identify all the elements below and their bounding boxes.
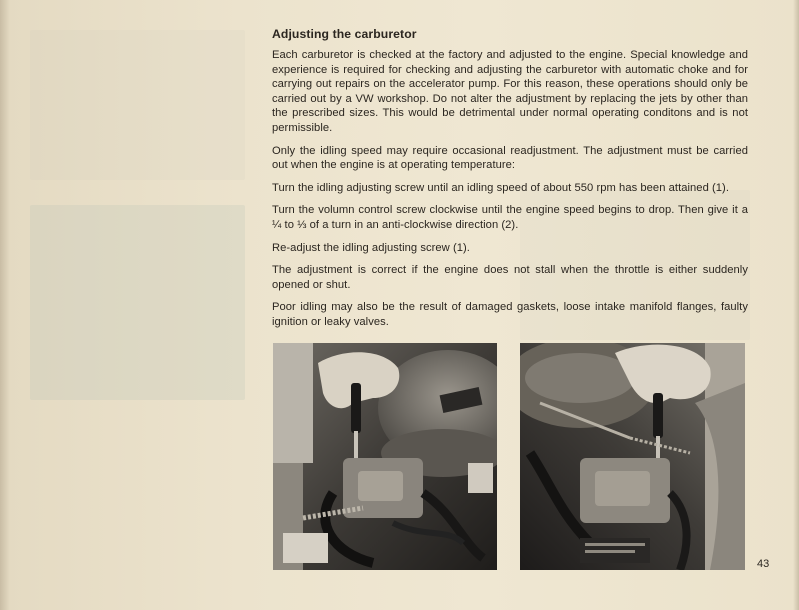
paragraph-step-2: Turn the volumn control screw clockwise until the engine speed begins to drop. Then give it a ¼ to ⅓ of a turn in an anti-clockwise direction (2). <box>272 204 748 231</box>
page-number: 43 <box>757 558 770 570</box>
paragraph-poor-idling: Poor idling may also be the result of damaged gaskets, loose intake manifold flanges, faulty ignition or leaky valves. <box>272 301 748 328</box>
show-through-left-lower <box>30 205 245 400</box>
page-fold-shadow <box>0 0 10 610</box>
text-column <box>272 27 748 338</box>
section-heading: Adjusting the carburetor <box>272 27 417 41</box>
carburetor-photo-left <box>273 343 497 570</box>
paragraph-idling-speed: Only the idling speed may require occasional readjustment. The adjustment must be carried out when the engine is at operating temperature: <box>272 144 748 172</box>
paragraph-check: The adjustment is correct if the engine does not stall when the throttle is either suddenly opened or shut. <box>272 264 748 291</box>
carburetor-photo-right <box>520 343 745 570</box>
page-edge-shadow <box>793 0 799 610</box>
paragraph-step-1: Turn the idling adjusting screw until an idling speed of about 550 rpm has been attained (1). <box>272 181 729 194</box>
show-through-left-upper <box>30 30 245 180</box>
paragraph-step-3: Re-adjust the idling adjusting screw (1). <box>272 241 470 254</box>
paragraph-intro: Each carburetor is checked at the factory and adjusted to the engine. Special knowledge and experience is required for checking and adjusting the carburetor with automatic choke and for carrying out repairs on the accelerator pump. For this reason, these operations should only be carried out by a VW workshop. Do not alter the adjustment by replacing the jets by other than the prescribed sizes. This would be detrimental under normal operating conditons and is not permissible. <box>272 49 748 134</box>
